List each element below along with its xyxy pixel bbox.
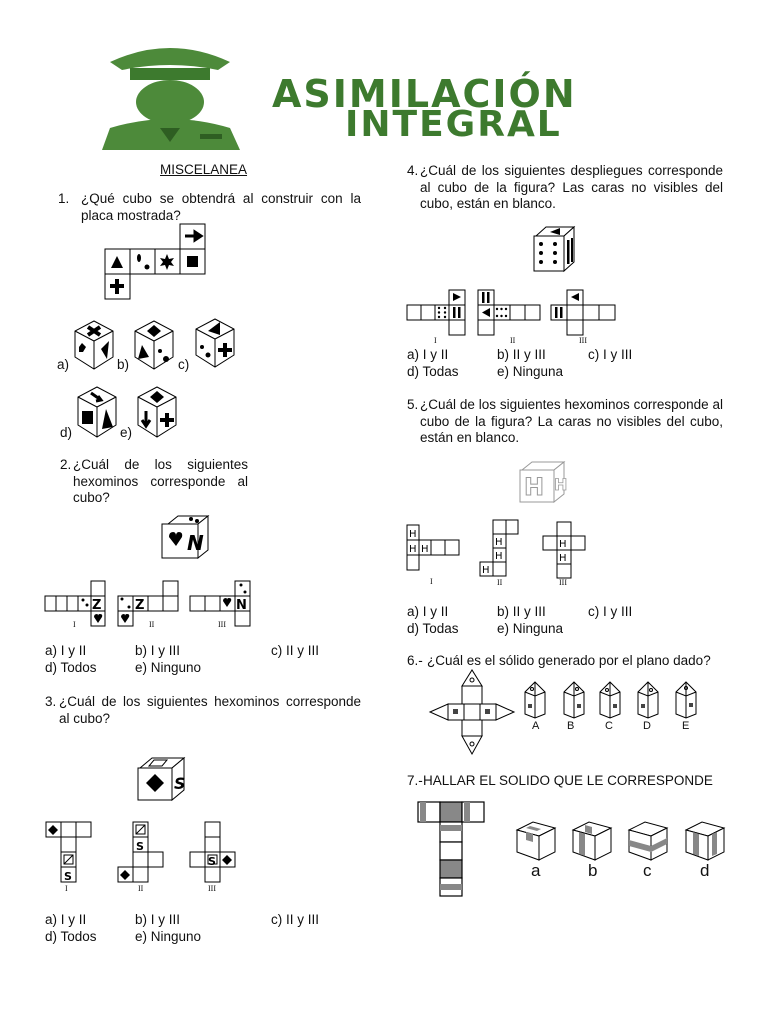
q4-cube-figure [530, 224, 578, 274]
section-title: MISCELANEA [160, 162, 248, 177]
q3-net-II-letter: S [136, 840, 144, 853]
q1-option-c[interactable]: c) [178, 357, 190, 372]
q3-label-III: III [208, 884, 216, 893]
question-4-number: 4. [407, 163, 419, 178]
q2-net-III-letter: N [236, 598, 247, 613]
question-3-text: ¿Cuál de los siguientes hexominos corresponde al cubo? [59, 694, 361, 726]
q3-answer-e[interactable]: e) Ninguno [135, 929, 202, 944]
q3-net-III-letter: S [208, 855, 216, 868]
q5-label-I: I [430, 577, 433, 586]
q3-cube-figure [136, 756, 188, 804]
q5-cube-letter-front: H [524, 473, 545, 501]
q5-answer-b[interactable]: b) II y III [497, 604, 546, 619]
q5-net-I-letter-1: H [409, 529, 417, 540]
q4-answer-e[interactable]: e) Ninguna [497, 364, 564, 379]
q5-net-I-letter-3: H [421, 544, 429, 555]
q7-label-c: c [643, 861, 652, 880]
q5-net-II [478, 520, 518, 580]
question-5-text: ¿Cuál de los siguientes hexominos corresponde al cubo de la figura? La caras no visibles del cubo, están en blanco. [420, 397, 723, 445]
q1-net-figure [105, 224, 215, 304]
question-7-number: 7.- [407, 773, 423, 788]
q5-answer-a[interactable]: a) I y II [407, 604, 449, 619]
question-1-text: ¿Qué cubo se obtendrá al construir con la placa mostrada? [81, 191, 361, 223]
q4-label-II: II [510, 336, 516, 345]
question-3-number: 3. [45, 694, 57, 709]
q3-answer-d[interactable]: d) Todos [45, 929, 97, 944]
header [90, 40, 690, 150]
q4-net-III [551, 290, 621, 336]
q1-option-e[interactable]: e) [120, 425, 133, 440]
q7-solid-a[interactable] [513, 820, 559, 862]
q3-answer-c[interactable]: c) II y III [271, 912, 320, 927]
q3-net-II [118, 822, 168, 886]
q2-label-III: III [218, 620, 226, 629]
q5-label-II: II [497, 578, 503, 587]
q5-answer-c[interactable]: c) I y III [588, 604, 633, 619]
q2-label-I: I [73, 620, 76, 629]
q2-answer-e[interactable]: e) Ninguno [135, 660, 202, 675]
q6-label-d: D [643, 720, 651, 732]
q4-net-I [407, 290, 477, 336]
question-6-text: ¿Cuál es el sólido generado por el plano dado? [427, 653, 711, 668]
q1-option-b[interactable]: b) [117, 357, 130, 372]
question-7-text: HALLAR EL SOLIDO QUE LE CORRESPONDE [423, 773, 713, 788]
q3-net-I [46, 822, 96, 886]
q6-solid-c[interactable] [596, 680, 624, 720]
q2-cube-letter-n: N [187, 531, 204, 555]
q7-label-b: b [588, 861, 598, 880]
q5-cube-letter-side: H [554, 475, 568, 494]
q2-cube-figure [160, 514, 210, 564]
q7-net-figure [418, 802, 508, 902]
q6-label-a: A [532, 720, 540, 732]
q5-net-III-letter-1: H [559, 539, 567, 550]
header-title-line1: ASIMILACIÓN [272, 72, 577, 116]
q5-net-II-letter-3: H [482, 565, 490, 576]
q5-cube-figure [518, 460, 568, 506]
q5-answer-e[interactable]: e) Ninguna [497, 621, 564, 636]
q4-answer-d[interactable]: d) Todas [407, 364, 459, 379]
question-4-text: ¿Cuál de los siguientes despliegues corresponde al cubo de la figura? Las caras no visibles del cubo, están en blanco. [420, 163, 723, 211]
q1-option-a[interactable]: a) [57, 357, 70, 372]
question-1-number: 1. [58, 191, 70, 206]
q5-net-I [407, 525, 467, 575]
q1-cube-a[interactable] [73, 319, 115, 371]
question-2-text: ¿Cuál de los siguientes hexominos corresponde al cubo? [73, 457, 248, 505]
q1-cube-e[interactable] [136, 385, 178, 439]
q3-label-II: II [138, 884, 144, 893]
q2-answer-d[interactable]: d) Todos [45, 660, 97, 675]
q1-cube-b[interactable] [133, 319, 175, 371]
question-6-number: 6.- [407, 653, 423, 668]
q3-net-III [190, 822, 250, 886]
question-5-number: 5. [407, 397, 419, 412]
q1-cube-c[interactable] [194, 317, 236, 369]
q6-solid-b[interactable] [560, 680, 588, 720]
q2-label-II: II [149, 620, 155, 629]
q5-net-I-letter-2: H [409, 544, 417, 555]
q4-answer-c[interactable]: c) I y III [588, 347, 633, 362]
q4-net-II [478, 290, 558, 336]
q6-solid-e[interactable] [672, 680, 700, 720]
q5-net-III [541, 522, 587, 578]
q1-option-d[interactable]: d) [60, 425, 73, 440]
q6-net-figure [430, 668, 515, 758]
q3-answer-a[interactable]: a) I y II [45, 912, 87, 927]
q2-net-I [45, 581, 115, 626]
header-title-line2: INTEGRAL [345, 104, 562, 145]
q3-answer-b[interactable]: b) I y III [135, 912, 181, 927]
q3-net-I-letter: S [64, 870, 72, 883]
q1-cube-d[interactable] [76, 385, 118, 439]
q4-answer-a[interactable]: a) I y II [407, 347, 449, 362]
q6-solid-a[interactable] [521, 680, 549, 720]
q3-label-I: I [65, 884, 68, 893]
q2-net-I-letter: Z [92, 598, 102, 613]
q4-label-I: I [434, 336, 437, 345]
officer-silhouette-icon [90, 40, 250, 150]
q6-label-c: C [605, 720, 613, 732]
q7-label-d: d [700, 861, 710, 880]
q7-solid-d[interactable] [682, 820, 728, 862]
q2-answer-a[interactable]: a) I y II [45, 643, 87, 658]
q7-label-a: a [531, 861, 541, 880]
q2-answer-b[interactable]: b) I y III [135, 643, 181, 658]
q3-cube-letter-s: S [174, 774, 186, 793]
q4-answer-b[interactable]: b) II y III [497, 347, 546, 362]
q5-label-III: III [559, 578, 567, 587]
q2-answer-c[interactable]: c) II y III [271, 643, 320, 658]
question-2-number: 2. [60, 457, 72, 472]
q5-answer-d[interactable]: d) Todas [407, 621, 459, 636]
q5-net-III-letter-2: H [559, 553, 567, 564]
q5-net-II-letter-2: H [495, 551, 503, 562]
q6-solid-d[interactable] [634, 680, 662, 720]
q2-net-II-letter: Z [135, 598, 145, 613]
q6-label-e: E [682, 720, 690, 732]
q4-label-III: III [579, 336, 587, 345]
q7-solid-c[interactable] [625, 820, 671, 862]
q5-net-II-letter-1: H [495, 537, 503, 548]
q6-label-b: B [567, 720, 575, 732]
q7-solid-b[interactable] [569, 820, 615, 862]
